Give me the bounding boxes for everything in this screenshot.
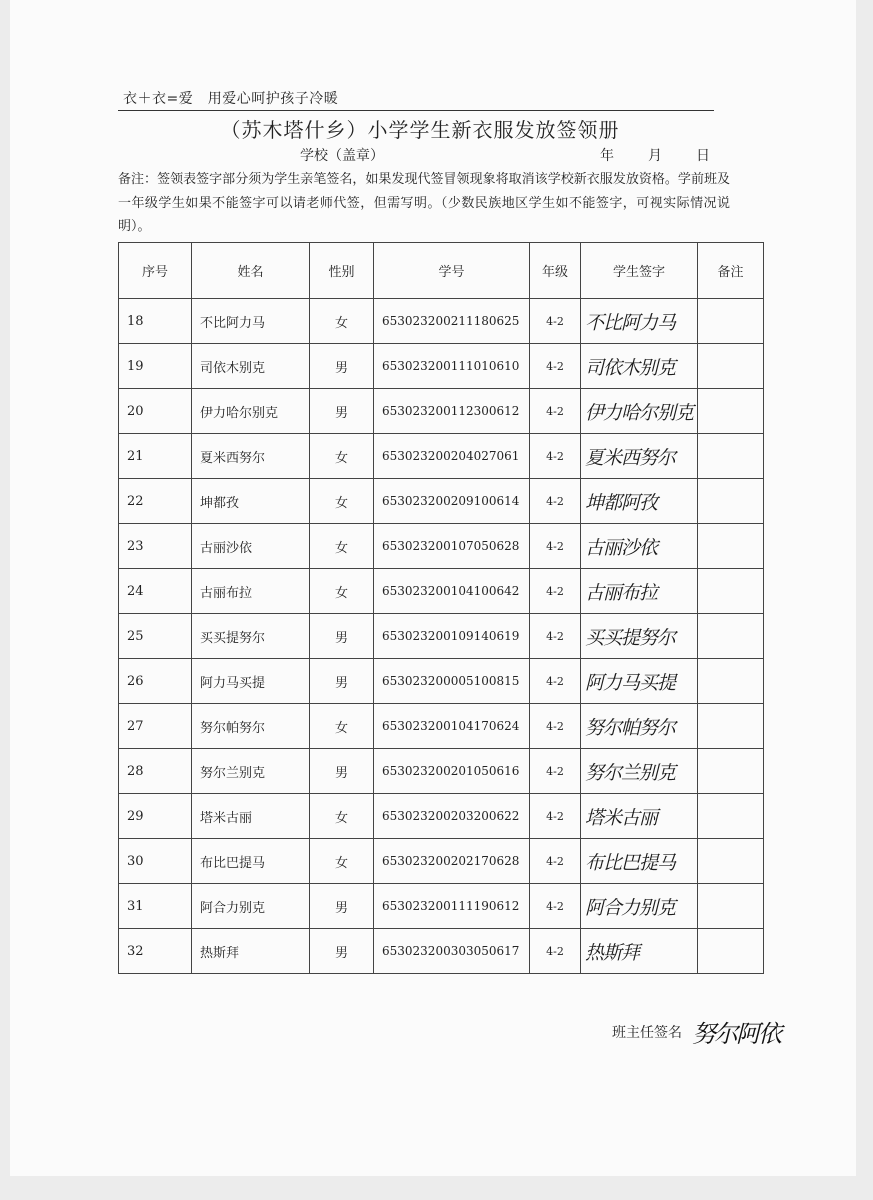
table-row [119, 344, 764, 389]
student-id: 653023200201050616 [374, 749, 530, 794]
student-id: 653023200104100642 [374, 569, 530, 614]
student-grade: 4-2 [530, 614, 581, 659]
table-row [119, 479, 764, 524]
student-grade: 4-2 [530, 929, 581, 974]
table-row [119, 389, 764, 434]
student-sex: 男 [310, 749, 374, 794]
student-sex: 女 [310, 839, 374, 884]
handwritten-signature: 伊力哈尔别克 [585, 401, 694, 424]
header-student-id: 学号 [374, 243, 530, 299]
student-grade: 4-2 [530, 479, 581, 524]
teacher-signature-label: 班主任签名 [612, 1025, 682, 1041]
student-sex: 女 [310, 704, 374, 749]
student-grade: 4-2 [530, 749, 581, 794]
student-sex: 男 [310, 929, 374, 974]
table-row [119, 839, 764, 884]
student-grade: 4-2 [530, 524, 581, 569]
student-grade: 4-2 [530, 434, 581, 479]
student-grade: 4-2 [530, 299, 581, 344]
student-name: 热斯拜 [192, 929, 310, 974]
row-number: 28 [119, 749, 192, 794]
handwritten-signature: 阿力马买提 [585, 671, 676, 694]
student-sex: 男 [310, 344, 374, 389]
remark-cell [698, 434, 764, 479]
student-signature [581, 524, 698, 569]
header-signature: 学生签字 [581, 243, 698, 299]
remark-cell [698, 839, 764, 884]
row-number: 22 [119, 479, 192, 524]
student-id: 653023200203200622 [374, 794, 530, 839]
remark-cell [698, 344, 764, 389]
remark-cell [698, 794, 764, 839]
remark-cell [698, 884, 764, 929]
student-name: 塔米古丽 [192, 794, 310, 839]
school-seal-label: 学校（盖章） [300, 148, 384, 164]
student-signature [581, 839, 698, 884]
handwritten-signature: 古丽布拉 [585, 581, 658, 604]
handwritten-signature: 热斯拜 [585, 941, 640, 964]
table-row [119, 659, 764, 704]
document-title: （苏木塔什乡）小学学生新衣服发放签领册 [220, 118, 620, 142]
table-row [119, 749, 764, 794]
remark-cell [698, 299, 764, 344]
remark-cell [698, 704, 764, 749]
student-signature [581, 569, 698, 614]
student-id: 653023200112300612 [374, 389, 530, 434]
student-name: 努尔帕努尔 [192, 704, 310, 749]
student-id: 653023200211180625 [374, 299, 530, 344]
date-day-label: 日 [696, 148, 710, 164]
handwritten-signature: 阿合力别克 [585, 896, 676, 919]
student-signature [581, 929, 698, 974]
handwritten-signature: 努尔兰别克 [585, 761, 676, 784]
handwritten-signature: 司依木别克 [585, 356, 676, 379]
slogan: 衣＋衣=爱 用爱心呵护孩子冷暖 [123, 91, 339, 107]
student-name: 古丽沙依 [192, 524, 310, 569]
student-grade: 4-2 [530, 659, 581, 704]
handwritten-signature: 不比阿力马 [585, 311, 676, 334]
handwritten-signature: 布比巴提马 [585, 851, 676, 874]
table-row [119, 569, 764, 614]
student-sex: 女 [310, 569, 374, 614]
table-row [119, 434, 764, 479]
student-id: 653023200111010610 [374, 344, 530, 389]
header-remark: 备注 [698, 243, 764, 299]
student-grade: 4-2 [530, 389, 581, 434]
remark-cell [698, 569, 764, 614]
student-sex: 女 [310, 434, 374, 479]
table-row [119, 704, 764, 749]
student-sex: 女 [310, 524, 374, 569]
row-number: 26 [119, 659, 192, 704]
student-name: 古丽布拉 [192, 569, 310, 614]
student-sex: 男 [310, 884, 374, 929]
notes-paragraph: 备注：签领表签字部分须为学生亲笔签名，如果发现代签冒领现象将取消该学校新衣服发放资格。学前班及一年级学生如果不能签字可以请老师代签，但需写明。（少数民族地区学生如不能签字，可视实际情况说明）。 [118, 172, 730, 234]
student-signature [581, 434, 698, 479]
student-sex: 女 [310, 479, 374, 524]
student-id: 653023200111190612 [374, 884, 530, 929]
student-name: 坤都孜 [192, 479, 310, 524]
remark-cell [698, 614, 764, 659]
table-row [119, 299, 764, 344]
student-signature [581, 389, 698, 434]
remark-cell [698, 929, 764, 974]
student-name: 布比巴提马 [192, 839, 310, 884]
student-name: 不比阿力马 [192, 299, 310, 344]
student-signature [581, 704, 698, 749]
student-sex: 女 [310, 794, 374, 839]
student-signature [581, 344, 698, 389]
row-number: 20 [119, 389, 192, 434]
header-rule [118, 110, 714, 111]
date-month-label: 月 [648, 148, 662, 164]
student-id: 653023200303050617 [374, 929, 530, 974]
student-id: 653023200202170628 [374, 839, 530, 884]
table-row [119, 614, 764, 659]
student-signature [581, 659, 698, 704]
student-name: 买买提努尔 [192, 614, 310, 659]
table-header-row [119, 243, 764, 299]
student-sex: 男 [310, 659, 374, 704]
handwritten-signature: 塔米古丽 [585, 806, 658, 829]
student-sex: 女 [310, 299, 374, 344]
student-id: 653023200005100815 [374, 659, 530, 704]
student-name: 司依木别克 [192, 344, 310, 389]
student-grade: 4-2 [530, 344, 581, 389]
student-name: 努尔兰别克 [192, 749, 310, 794]
student-id: 653023200109140619 [374, 614, 530, 659]
student-grade: 4-2 [530, 839, 581, 884]
remark-cell [698, 479, 764, 524]
date-year-label: 年 [600, 148, 614, 164]
handwritten-signature: 努尔帕努尔 [585, 716, 676, 739]
header-no: 序号 [119, 243, 192, 299]
student-id: 653023200104170624 [374, 704, 530, 749]
student-id: 653023200209100614 [374, 479, 530, 524]
student-id: 653023200204027061 [374, 434, 530, 479]
student-name: 伊力哈尔别克 [192, 389, 310, 434]
table-row [119, 524, 764, 569]
student-signature [581, 479, 698, 524]
table-row [119, 884, 764, 929]
row-number: 25 [119, 614, 192, 659]
row-number: 21 [119, 434, 192, 479]
student-name: 阿力马买提 [192, 659, 310, 704]
header-grade: 年级 [530, 243, 581, 299]
student-grade: 4-2 [530, 569, 581, 614]
row-number: 31 [119, 884, 192, 929]
table-row [119, 929, 764, 974]
row-number: 24 [119, 569, 192, 614]
handwritten-signature: 买买提努尔 [585, 626, 676, 649]
row-number: 18 [119, 299, 192, 344]
student-name: 夏米西努尔 [192, 434, 310, 479]
row-number: 23 [119, 524, 192, 569]
student-grade: 4-2 [530, 704, 581, 749]
remark-cell [698, 749, 764, 794]
student-signature [581, 749, 698, 794]
handwritten-signature: 夏米西努尔 [585, 446, 676, 469]
student-signature [581, 614, 698, 659]
remark-cell [698, 524, 764, 569]
date-line [600, 145, 710, 165]
teacher-signature: 努尔阿依 [692, 1020, 780, 1048]
signature-table [118, 242, 764, 974]
handwritten-signature: 坤都阿孜 [585, 491, 658, 514]
row-number: 30 [119, 839, 192, 884]
table-row [119, 794, 764, 839]
handwritten-signature: 古丽沙依 [585, 536, 658, 559]
student-signature [581, 884, 698, 929]
student-name: 阿合力别克 [192, 884, 310, 929]
student-signature [581, 299, 698, 344]
row-number: 32 [119, 929, 192, 974]
header-name: 姓名 [192, 243, 310, 299]
student-id: 653023200107050628 [374, 524, 530, 569]
student-grade: 4-2 [530, 884, 581, 929]
header-sex: 性别 [310, 243, 374, 299]
student-signature [581, 794, 698, 839]
remark-cell [698, 389, 764, 434]
row-number: 19 [119, 344, 192, 389]
student-sex: 男 [310, 614, 374, 659]
row-number: 29 [119, 794, 192, 839]
student-grade: 4-2 [530, 794, 581, 839]
student-sex: 男 [310, 389, 374, 434]
row-number: 27 [119, 704, 192, 749]
remark-cell [698, 659, 764, 704]
